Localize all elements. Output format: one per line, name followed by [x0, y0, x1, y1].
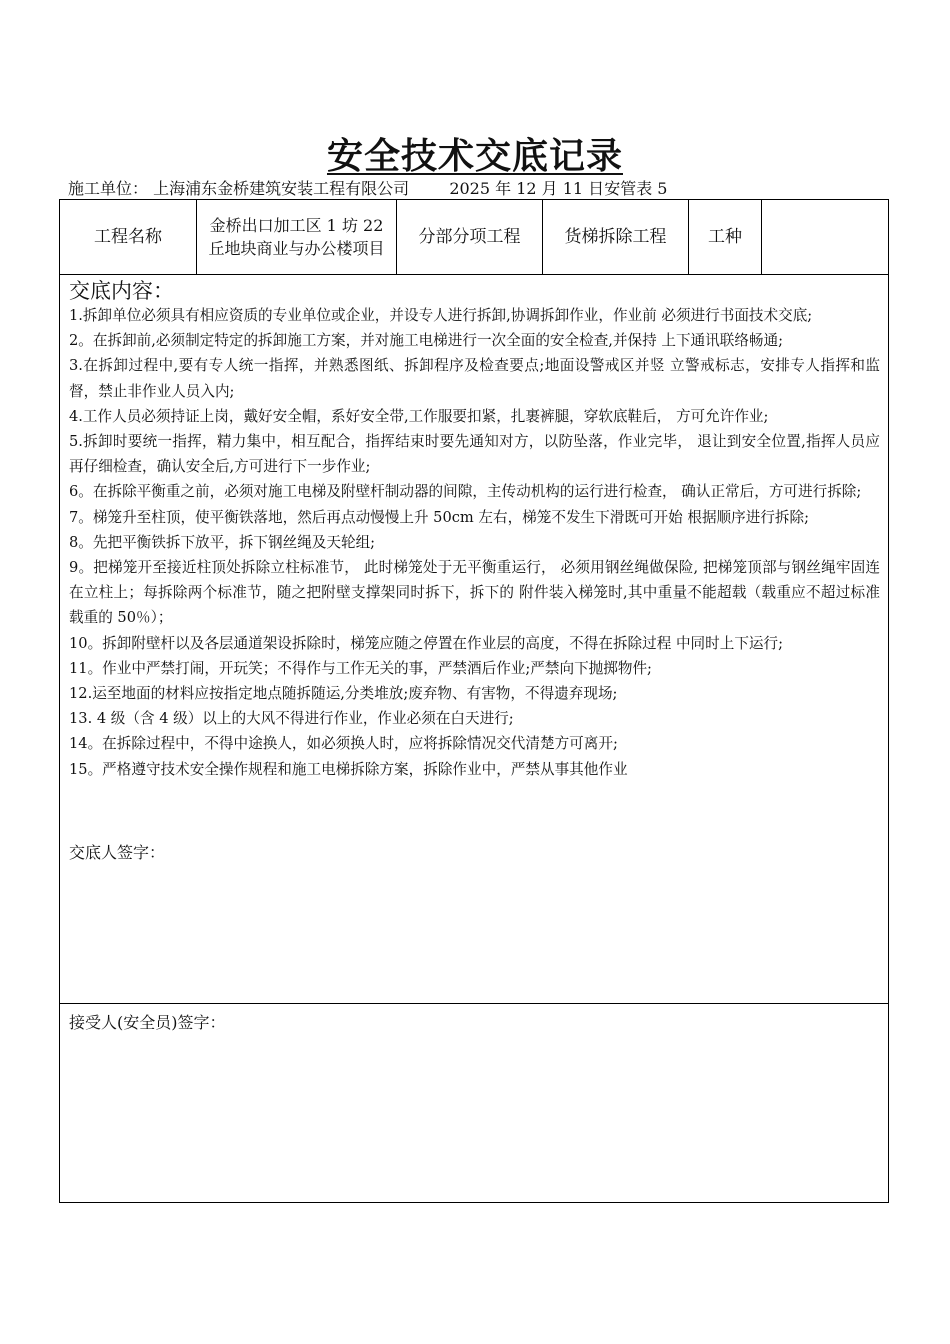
list-item: 9。把梯笼开至接近柱顶处拆除立柱标准节， 此时梯笼处于无平衡重运行， 必须用钢丝绳做保险, 把梯笼顶部与钢丝绳牢固连在立柱上；每拆除两个标准节，随之把附壁支撑架同时拆下，拆下的 附件装入梯笼时,其中重量不能超载（载重应不超过标准载重的 50％）；	[69, 559, 880, 627]
list-item: 8。先把平衡铁拆下放平，拆下钢丝绳及天轮组;	[69, 533, 376, 551]
list-item: 13. 4 级（含 4 级）以上的大风不得进行作业，作业必须在白天进行;	[69, 710, 514, 728]
list-item: 5.拆卸时要统一指挥，精力集中，相互配合，指挥结束时要先通知对方，以防坠落，作业完毕， 退让到安全位置,指挥人员应再仔细检查，确认安全后,方可进行下一步作业;	[69, 433, 880, 476]
disclosure-items	[69, 303, 880, 782]
content-heading: 交底内容：	[69, 279, 174, 303]
trade-value	[762, 200, 889, 275]
date: 2025 年 12 月 11 日	[449, 179, 605, 198]
project-name-label: 工程名称	[60, 200, 197, 275]
meta-line	[68, 176, 667, 199]
list-item: 11。作业中严禁打闹，开玩笑；不得作与工作无关的事，严禁酒后作业;严禁向下抛掷物件;	[69, 659, 652, 677]
page-title: 安全技术交底记录	[326, 135, 623, 177]
list-item: 2。在拆卸前,必须制定特定的拆卸施工方案，并对施工电梯进行一次全面的安全检查,并保持 上下通讯联络畅通;	[69, 332, 784, 350]
list-item: 3.在拆卸过程中,要有专人统一指挥，并熟悉图纸、拆卸程序及检查要点;地面设警戒区并竖 立警戒标志，安排专人指挥和监督，禁止非作业人员入内;	[69, 357, 880, 400]
list-item: 7。梯笼升至柱顶，使平衡铁落地，然后再点动慢慢上升 50cm 左右，梯笼不发生下滑既可开始 根据顺序进行拆除;	[69, 508, 810, 526]
list-item: 10。拆卸附壁杆以及各层通道架设拆除时，梯笼应随之停置在作业层的高度，不得在拆除过程 中同时上下运行;	[69, 634, 784, 652]
disclosure-content-cell	[60, 275, 889, 1004]
project-name-value: 金桥出口加工区 1 坊 22 丘地块商业与办公楼项目	[197, 200, 397, 275]
unit-value: 上海浦东金桥建筑安装工程有限公司	[153, 179, 410, 198]
receiver-cell	[60, 1004, 889, 1203]
trade-label: 工种	[689, 200, 762, 275]
header-row	[60, 200, 889, 275]
list-item: 4.工作人员必须持证上岗，戴好安全帽，系好安全带,工作服要扣紧，扎裹裤腿，穿软底鞋后， 方可允许作业;	[69, 407, 769, 425]
unit-label: 施工单位：	[68, 179, 149, 198]
form-number: 安管表 5	[604, 179, 668, 198]
list-item: 1.拆卸单位必须具有相应资质的专业单位或企业，并设专人进行拆卸,协调拆卸作业，作业前 必须进行书面技术交底;	[69, 307, 813, 324]
list-item: 15。严格遵守技术安全操作规程和施工电梯拆除方案，拆除作业中，严禁从事其他作业	[69, 760, 628, 778]
list-item: 14。在拆除过程中，不得中途换人，如必须换人时，应将拆除情况交代清楚方可离开;	[69, 735, 618, 753]
list-item: 12.运至地面的材料应按指定地点随拆随运,分类堆放;废弃物、有害物，不得遗弃现场;	[69, 685, 618, 703]
subproject-label: 分部分项工程	[397, 200, 543, 275]
list-item: 6。在拆除平衡重之前，必须对施工电梯及附壁杆制动器的间隙，主传动机构的运行进行检查， 确认正常后，方可进行拆除;	[69, 483, 862, 501]
receiver-signature-label: 接受人(安全员)签字：	[69, 1013, 226, 1032]
discloser-signature-label: 交底人签字：	[69, 842, 166, 862]
disclosure-form-table	[59, 199, 889, 1203]
subproject-value: 货梯拆除工程	[543, 200, 689, 275]
